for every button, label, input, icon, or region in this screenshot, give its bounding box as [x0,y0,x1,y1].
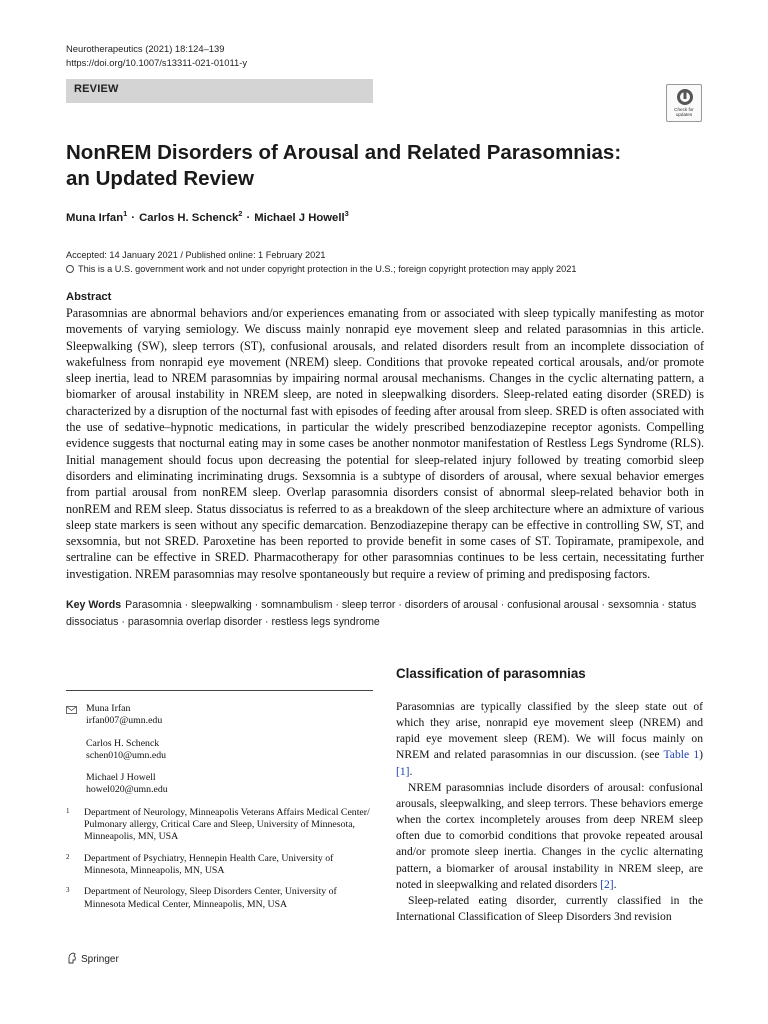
contact-email[interactable]: schen010@umn.edu [86,749,167,761]
doi-link[interactable]: https://doi.org/10.1007/s13311-021-01011-y [66,57,248,68]
author-affiliation-mark[interactable]: 2 [238,209,243,218]
contact-entry [66,772,373,797]
copyright-text: This is a U.S. government work and not under copyright protection in the U.S.; foreign copyright protection may apply 2021 [78,264,577,274]
author-list [66,209,349,224]
article-type-label: REVIEW [74,83,119,95]
copyright-line [66,262,576,276]
envelope-icon [66,706,77,714]
citation-link[interactable]: [1] [396,764,410,778]
affiliation-number: 2 [66,852,70,861]
title-line-2: an Updated Review [66,167,254,190]
check-for-updates-badge[interactable] [666,84,702,122]
title-line-1: NonREM Disorders of Arousal and Related Parasomnias: [66,141,622,164]
author-separator: · [246,212,251,224]
keywords-label: Key Words [66,599,122,611]
author-contacts [66,703,373,911]
contact-name: Muna Irfan [86,703,131,714]
journal-header [66,42,247,70]
body-paragraph: Sleep-related eating disorder, currently classified in the International Classification of Sleep Disorders 3nd revision [396,893,703,924]
affiliation-text: Department of Neurology, Sleep Disorders Center, University of Minnesota Medical Center, Minneapolis, MN, USA [84,886,337,910]
contact-name: Carlos H. Schenck [86,737,160,749]
affiliation-entry [66,807,373,844]
body-text-run: . [409,764,413,778]
publication-dates [66,248,576,276]
author-affiliation-mark[interactable]: 3 [344,209,349,218]
section-body [396,699,703,925]
article-title [66,140,626,192]
article-type-bar [66,79,373,103]
author-name[interactable]: Michael J Howell [254,212,345,224]
body-text-run: . [613,877,617,891]
publisher-name: Springer [81,954,119,965]
citation-link[interactable]: [2] [600,877,614,891]
author-affiliation-mark[interactable]: 1 [123,209,128,218]
contact-email[interactable]: howel020@umn.edu [86,784,168,796]
contact-entry [66,738,373,763]
body-text-run: Parasomnias are typically classified by the sleep state out of which they arise, nonrapid eye movement sleep (NREM) and rapid eye movement sleep (REM). We will focus mainly on NREM and related parasomnias in our discussion. (see [396,700,703,762]
abstract-text: Parasomnias are abnormal behaviors and/or experiences emanating from or associated with sleep typically manifesting as motor movements of varying semiology. We discuss mainly nonrapid eye movement sleep and related parasomnias in this article. Sleepwalking (SW), sleep terrors (ST), confusional arousals, and related disorders result from an incomplete dissociation of wakefulness from nonrapid eye movement (NREM) sleep. Conditions that provoke repeated cortical arousals, and/or promote sleep inertia, lead to NREM parasomnias by impairing normal arousal mechanisms. Changes in the cyclic alternating pattern, a biomarker of arousal instability in NREM sleep, are noted in sleepwalking disorders. Sleep-related eating disorder (SRED) is characterized by a disruption of the nocturnal fast with episodes of feeding after arousal from sleep. SRED is often associated with the use of sedative–hypnotic medications, in particular the widely prescribed benzodiazepine receptor agonists. Compelling evidence suggests that nocturnal eating may in some cases be another nonmotor manifestation of Restless Legs Syndrome (RLS). Initial management should focus upon decreasing the potential for sleep-related injury followed by treating comorbid sleep disorders and eliminating incriminating drugs. Sexsomnia is a subtype of disorders of arousal, where sexual behavior emerges from partial arousal from nonREM sleep. Overlap parasomnia disorders consist of abnormal sleep-related behavior both in nonREM and REM sleep. Status dissociatus is referred to as a breakdown of the sleep architecture where an admixture of various sleep state markers is seen without any specific demarcation. Benzodiazepine therapy can be effective in controlling SW, ST, and sexsomnia, but not SRED. Paroxetine has been reported to provide benefit in some cases of ST. Topiramate, pramipexole, and sertraline can be effective in SRED. Pharmacotherapy for other parasomnias continues to be less certain, necessitating further investigation. NREM parasomnias may resolve spontaneously but require a review of priming and predisposing factors. [66,306,704,581]
publisher-footer [66,952,119,965]
body-paragraph [396,699,703,780]
contact-name: Michael J Howell [86,772,156,784]
affiliation-entry [66,853,373,878]
author-name[interactable]: Muna Irfan [66,212,124,224]
copyright-icon [66,265,74,273]
contact-email[interactable]: irfan007@umn.edu [86,715,163,727]
affiliation-number: 3 [66,886,70,895]
author-separator: · [131,212,136,224]
section-heading: Classification of parasomnias [396,666,586,681]
body-text-run: NREM parasomnias include disorders of arousal: confusional arousals, sleepwalking, and sleep terrors. These behaviors emerge when the cortex incompletely arouses from deep NREM sleep often due to comorbid conditions that provoke repeated arousal and/or promote sleep inertia. Changes in the cyclic alternating pattern, a biomarker of arousal instability in NREM sleep, are noted in sleepwalking and related disorders [396,780,703,891]
keywords-text: Parasomnia · sleepwalking · somnambulism · sleep terror · disorders of arousal · confusional arousal · sexsomnia · status dissociatus · parasomnia overlap disorder · restless legs syndrome [66,599,697,628]
journal-citation: Neurotherapeutics (2021) 18:124–139 [66,43,225,54]
springer-horse-icon [66,952,78,964]
affiliation-number: 1 [66,806,70,815]
check-for-updates-icon [676,88,694,106]
body-paragraph [396,780,703,893]
table-reference-link[interactable]: Table 1 [663,748,700,762]
abstract-heading: Abstract [66,291,112,303]
keywords [66,597,706,631]
affiliation-text: Department of Psychiatry, Hennepin Health Care, University of Minnesota, Minneapolis, MN, USA [84,852,334,876]
body-text-run: ) [699,748,703,762]
footnote-divider [66,690,373,691]
contact-entry [66,703,373,728]
accepted-published-dates: Accepted: 14 January 2021 / Published online: 1 February 2021 [66,250,326,260]
author-name[interactable]: Carlos H. Schenck [139,212,239,224]
badge-text: Check for updates [674,107,694,117]
affiliation-entry [66,886,373,911]
affiliation-text: Department of Neurology, Minneapolis Veterans Affairs Medical Center/ Pulmonary allergy, Critical Care and Sleep, University of Minnesota, Minneapolis, MN, USA [84,806,370,843]
